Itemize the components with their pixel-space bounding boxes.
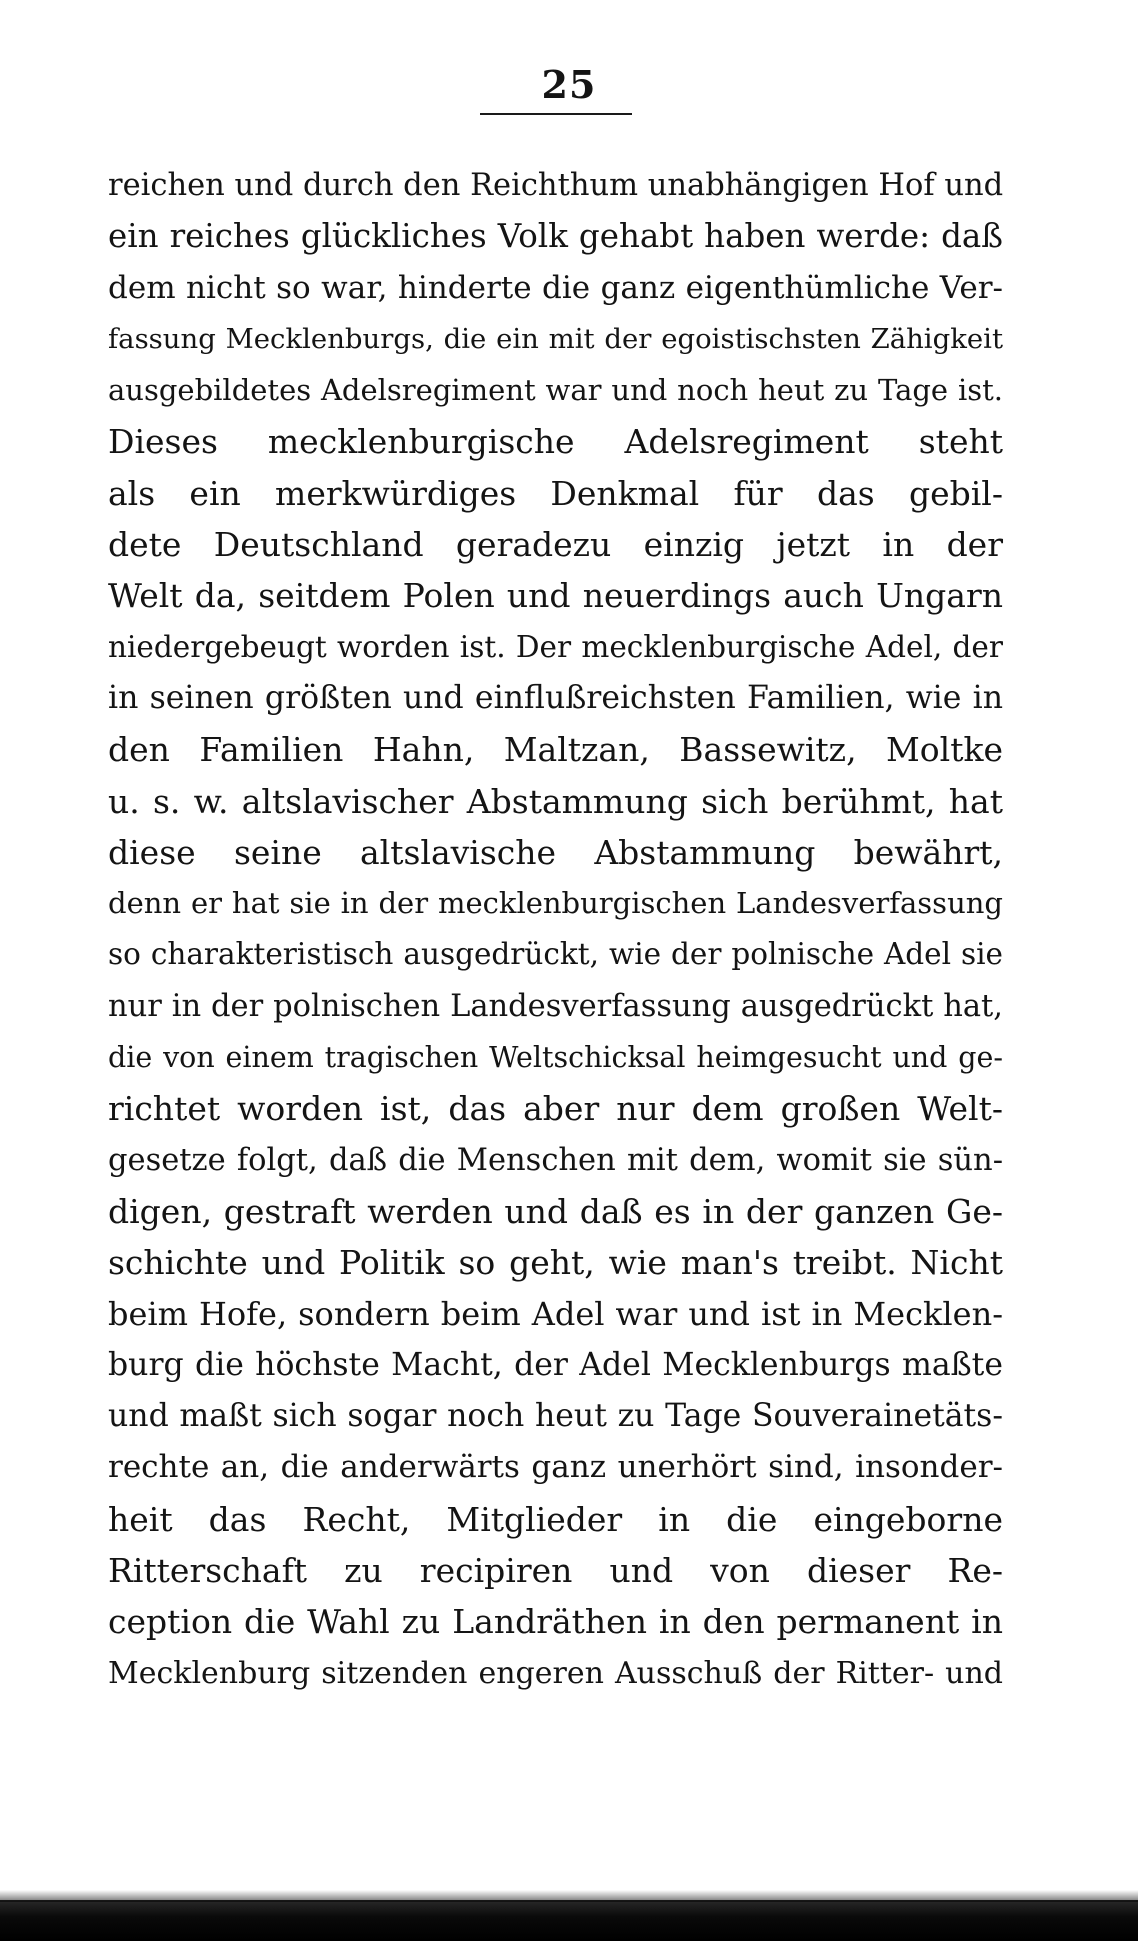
text-line: Welt da, seitdem Polen und neuerdings auch Ungarn xyxy=(108,576,1003,616)
text-line: Mecklenburg sitzenden engeren Ausschuß der Ritter- und xyxy=(108,1655,1003,1691)
text-line: diese seine altslavische Abstammung bewährt, xyxy=(108,832,1003,872)
text-line: richtet worden ist, das aber nur dem großen Welt- xyxy=(108,1089,1003,1129)
text-line: heit das Recht, Mitglieder in die eingeborne xyxy=(108,1499,1003,1539)
text-line: ein reiches glückliches Volk gehabt haben werde: daß xyxy=(108,217,1003,256)
text-line: ausgebildetes Adelsregiment war und noch heut zu Tage ist. xyxy=(108,373,1003,408)
text-line: ception die Wahl zu Landräthen in den permanent in xyxy=(108,1602,1003,1642)
text-line: in seinen größten und einflußreichsten Familien, wie in xyxy=(108,679,1003,716)
text-line: rechte an, die anderwärts ganz unerhört sind, insonder- xyxy=(108,1449,1003,1486)
text-line: niedergebeugt worden ist. Der mecklenburgische Adel, der xyxy=(108,629,1003,664)
text-line: beim Hofe, sondern beim Adel war und ist in Mecklen- xyxy=(108,1294,1003,1333)
text-line: den Familien Hahn, Maltzan, Bassewitz, Moltke xyxy=(108,730,1003,770)
text-line: fassung Mecklenburgs, die ein mit der egoistischsten Zähigkeit xyxy=(108,322,1003,355)
text-line: denn er hat sie in der mecklenburgischen Landesverfassung xyxy=(108,886,1003,921)
text-line: die von einem tragischen Weltschicksal heimgesucht und ge- xyxy=(108,1041,1003,1075)
scan-bottom-edge xyxy=(0,1900,1138,1941)
text-line: und maßt sich sogar noch heut zu Tage Souverainetäts- xyxy=(108,1398,1003,1435)
text-line: reichen und durch den Reichthum unabhängigen Hof und xyxy=(108,168,1004,203)
page-number-rule xyxy=(480,113,632,115)
text-line: burg die höchste Macht, der Adel Mecklenburgs maßte xyxy=(108,1346,1003,1383)
text-line: schichte und Politik so geht, wie man's treibt. Nicht xyxy=(108,1243,1003,1283)
text-line: Dieses mecklenburgische Adelsregiment steht xyxy=(108,422,1003,462)
text-line: digen, gestraft werden und daß es in der ganzen Ge- xyxy=(108,1191,1003,1231)
text-line: so charakteristisch ausgedrückt, wie der polnische Adel sie xyxy=(108,937,1003,972)
text-line: Ritterschaft zu recipiren und von dieser Re- xyxy=(108,1551,1003,1591)
text-line: u. s. w. altslavischer Abstammung sich berühmt, hat xyxy=(108,781,1003,821)
page-number: 25 xyxy=(541,62,597,107)
body-text xyxy=(108,160,1003,1699)
text-line: als ein merkwürdiges Denkmal für das gebil- xyxy=(108,473,1003,513)
text-line: nur in der polnischen Landesverfassung ausgedrückt hat, xyxy=(108,988,1003,1024)
text-line: dem nicht so war, hinderte die ganz eigenthümliche Ver- xyxy=(108,269,1003,306)
text-line: dete Deutschland geradezu einzig jetzt in der xyxy=(108,525,1003,565)
text-line: gesetze folgt, daß die Menschen mit dem, womit sie sün- xyxy=(108,1142,1003,1178)
